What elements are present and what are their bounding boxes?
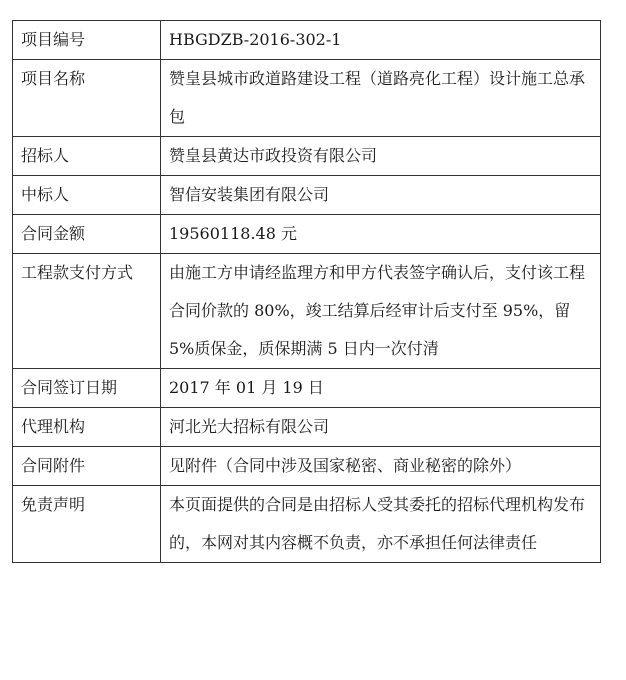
value-project-name: 赞皇县城市政道路建设工程（道路亮化工程）设计施工总承包 [161,60,601,137]
table-row-disclaimer [13,486,601,563]
value-agency: 河北光大招标有限公司 [161,408,601,447]
value-signing-date: 2017 年 01 月 19 日 [161,369,601,408]
table-row-tenderer [13,137,601,176]
table-row-project-name [13,60,601,137]
value-tenderer: 赞皇县黄达市政投资有限公司 [161,137,601,176]
label-winning-bidder: 中标人 [13,176,161,215]
table-row-attachments [13,447,601,486]
contract-info-table [12,20,601,563]
label-disclaimer: 免责声明 [13,486,161,563]
table-row-signing-date [13,369,601,408]
label-project-number: 项目编号 [13,21,161,60]
value-winning-bidder: 智信安装集团有限公司 [161,176,601,215]
value-contract-amount: 19560118.48 元 [161,215,601,254]
label-contract-amount: 合同金额 [13,215,161,254]
label-agency: 代理机构 [13,408,161,447]
value-project-number: HBGDZB-2016-302-1 [161,21,601,60]
table-row-contract-amount [13,215,601,254]
label-project-name: 项目名称 [13,60,161,137]
table-row-winning-bidder [13,176,601,215]
label-payment-method: 工程款支付方式 [13,254,161,369]
table-row-payment-method [13,254,601,369]
label-attachments: 合同附件 [13,447,161,486]
label-signing-date: 合同签订日期 [13,369,161,408]
value-payment-method: 由施工方申请经监理方和甲方代表签字确认后，支付该工程合同价款的 80%，竣工结算后经审计后支付至 95%，留 5%质保金，质保期满 5 日内一次付清 [161,254,601,369]
contract-info-page [12,20,600,563]
table-row-project-number [13,21,601,60]
table-row-agency [13,408,601,447]
value-disclaimer: 本页面提供的合同是由招标人受其委托的招标代理机构发布的，本网对其内容概不负责，亦不承担任何法律责任 [161,486,601,563]
value-attachments: 见附件（合同中涉及国家秘密、商业秘密的除外） [161,447,601,486]
label-tenderer: 招标人 [13,137,161,176]
